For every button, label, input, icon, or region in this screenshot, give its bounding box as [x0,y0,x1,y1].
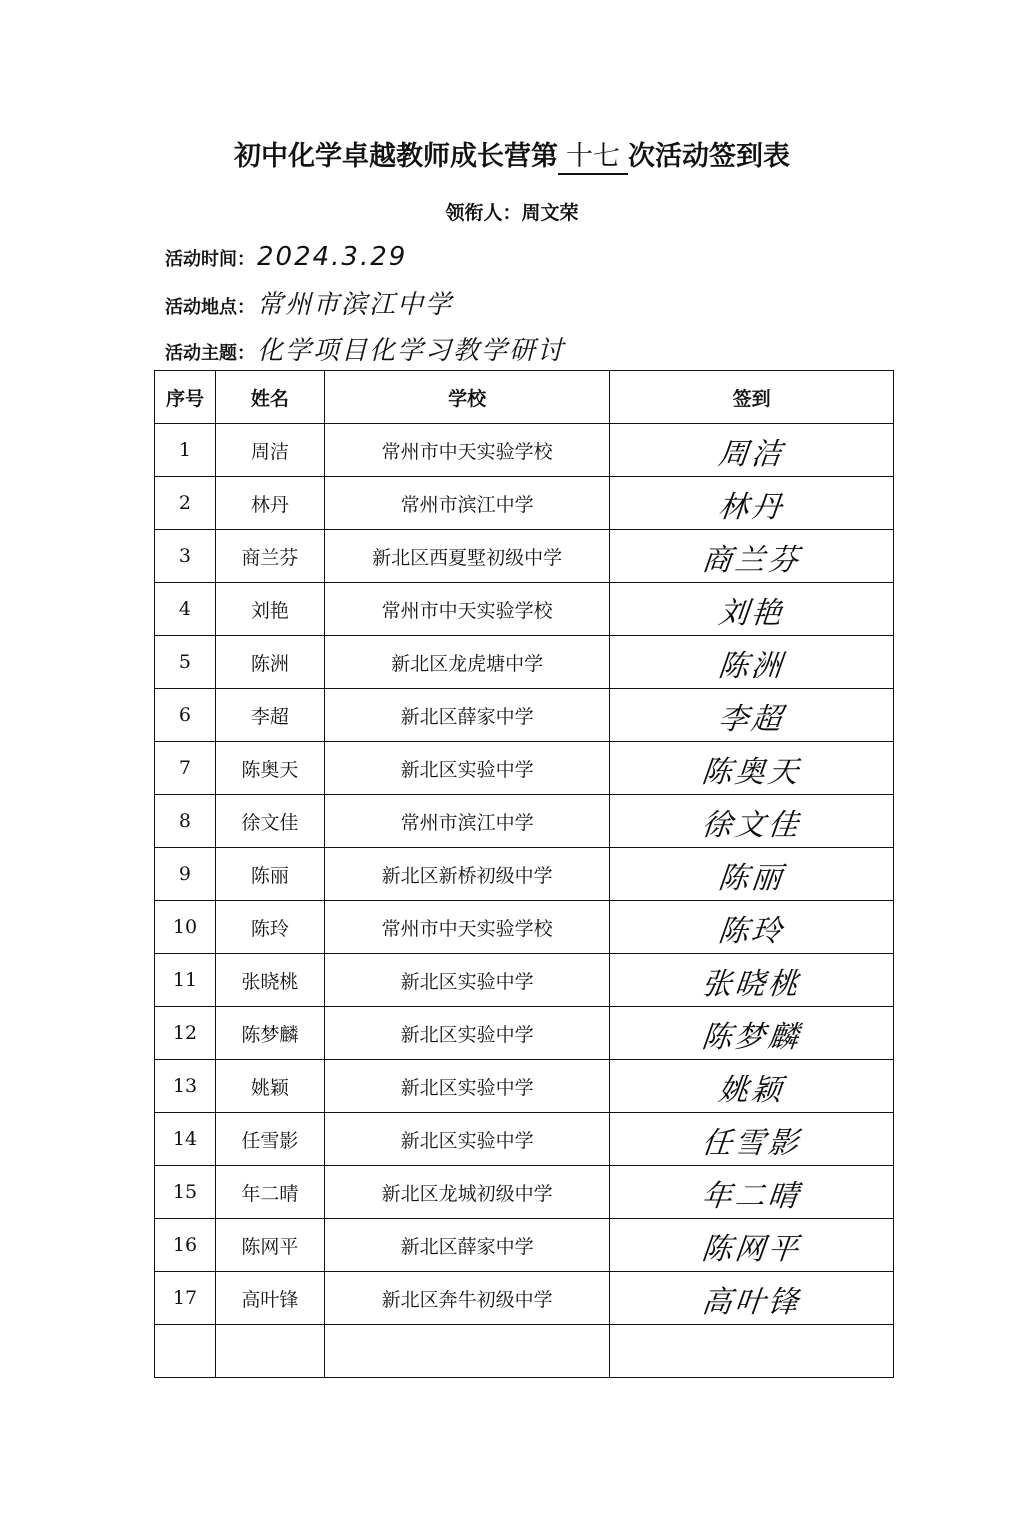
activity-theme-label: 活动主题： [165,343,255,364]
cell-school: 常州市滨江中学 [324,477,610,530]
sheet-title [0,134,1024,175]
cell-school: 常州市中天实验学校 [324,424,610,477]
cell-number [155,1325,216,1378]
cell-name: 徐文佳 [215,795,324,848]
cell-name: 周洁 [215,424,324,477]
header-school: 学校 [324,371,610,424]
cell-school: 新北区实验中学 [324,1113,610,1166]
cell-number: 12 [155,1007,216,1060]
activity-time-value: 2024.3.29 [257,242,408,272]
cell-signature: 李超 [607,689,896,742]
table-row [155,1325,894,1378]
table-row [155,636,894,689]
cell-signature: 陈奥天 [607,742,896,795]
cell-name: 陈丽 [215,848,324,901]
cell-number: 14 [155,1113,216,1166]
table-row [155,477,894,530]
cell-school: 新北区薛家中学 [324,1219,610,1272]
cell-signature: 姚颖 [607,1060,896,1113]
cell-number: 5 [155,636,216,689]
cell-signature: 张晓桃 [607,954,896,1007]
cell-name: 刘艳 [215,583,324,636]
cell-school: 新北区奔牛初级中学 [324,1272,610,1325]
header-number: 序号 [155,371,216,424]
attendance-table [154,370,894,1378]
table-row [155,742,894,795]
header-name: 姓名 [215,371,324,424]
cell-name: 姚颖 [215,1060,324,1113]
title-prefix: 初中化学卓越教师成长营第 [234,141,558,172]
cell-number: 17 [155,1272,216,1325]
cell-signature: 商兰芬 [607,530,896,583]
header-signature: 签到 [610,371,894,424]
cell-school: 常州市中天实验学校 [324,583,610,636]
cell-signature: 年二晴 [607,1166,896,1219]
cell-school: 新北区龙城初级中学 [324,1166,610,1219]
cell-signature: 徐文佳 [607,795,896,848]
cell-school: 新北区薛家中学 [324,689,610,742]
cell-signature: 陈洲 [607,636,896,689]
cell-name: 陈玲 [215,901,324,954]
cell-name: 陈奥天 [215,742,324,795]
cell-number: 16 [155,1219,216,1272]
table-row [155,1060,894,1113]
table-row [155,424,894,477]
title-suffix: 次活动签到表 [628,141,790,172]
cell-name [215,1325,324,1378]
cell-signature: 陈丽 [607,848,896,901]
table-row [155,583,894,636]
cell-number: 9 [155,848,216,901]
table-row [155,901,894,954]
activity-place-label: 活动地点： [165,297,255,318]
cell-school: 新北区龙虎塘中学 [324,636,610,689]
cell-name: 陈洲 [215,636,324,689]
cell-school: 新北区实验中学 [324,1060,610,1113]
table-row [155,1113,894,1166]
cell-number: 10 [155,901,216,954]
cell-signature: 陈网平 [607,1219,896,1272]
table-row [155,530,894,583]
cell-signature: 周洁 [607,424,896,477]
cell-school: 新北区西夏墅初级中学 [324,530,610,583]
table-row [155,1219,894,1272]
activity-time-label: 活动时间： [165,249,255,270]
cell-name: 年二晴 [215,1166,324,1219]
table-row [155,689,894,742]
activity-place-value: 常州市滨江中学 [257,290,454,320]
leader-name: 周文荣 [521,202,579,224]
cell-name: 李超 [215,689,324,742]
cell-signature [607,1325,896,1378]
cell-number: 8 [155,795,216,848]
cell-name: 高叶锋 [215,1272,324,1325]
cell-number: 13 [155,1060,216,1113]
table-row [155,1166,894,1219]
cell-name: 商兰芬 [215,530,324,583]
cell-school: 新北区实验中学 [324,742,610,795]
cell-number: 2 [155,477,216,530]
cell-name: 林丹 [215,477,324,530]
cell-school: 常州市中天实验学校 [324,901,610,954]
table-header-row [155,371,894,424]
activity-time-line [165,242,407,272]
cell-signature: 高叶锋 [607,1272,896,1325]
cell-number: 6 [155,689,216,742]
activity-place-line [165,284,453,321]
table-row [155,954,894,1007]
title-session-number: 十七 [558,134,628,175]
activity-theme-line [165,330,565,367]
cell-school: 新北区实验中学 [324,954,610,1007]
cell-school: 新北区实验中学 [324,1007,610,1060]
leader-line [0,198,1024,225]
cell-name: 陈网平 [215,1219,324,1272]
cell-signature: 刘艳 [607,583,896,636]
cell-signature: 陈玲 [607,901,896,954]
table-row [155,1007,894,1060]
cell-number: 7 [155,742,216,795]
table-row [155,848,894,901]
cell-number: 1 [155,424,216,477]
cell-school: 常州市滨江中学 [324,795,610,848]
leader-label: 领衔人： [445,202,522,224]
activity-theme-value: 化学项目化学习教学研讨 [257,336,566,366]
cell-name: 任雪影 [215,1113,324,1166]
cell-school: 新北区新桥初级中学 [324,848,610,901]
cell-number: 15 [155,1166,216,1219]
cell-school [324,1325,610,1378]
cell-signature: 陈梦麟 [607,1007,896,1060]
cell-name: 张晓桃 [215,954,324,1007]
cell-number: 4 [155,583,216,636]
table-row [155,795,894,848]
cell-signature: 林丹 [607,477,896,530]
cell-number: 11 [155,954,216,1007]
cell-number: 3 [155,530,216,583]
table-body [155,424,894,1378]
cell-signature: 任雪影 [607,1113,896,1166]
table-row [155,1272,894,1325]
cell-name: 陈梦麟 [215,1007,324,1060]
